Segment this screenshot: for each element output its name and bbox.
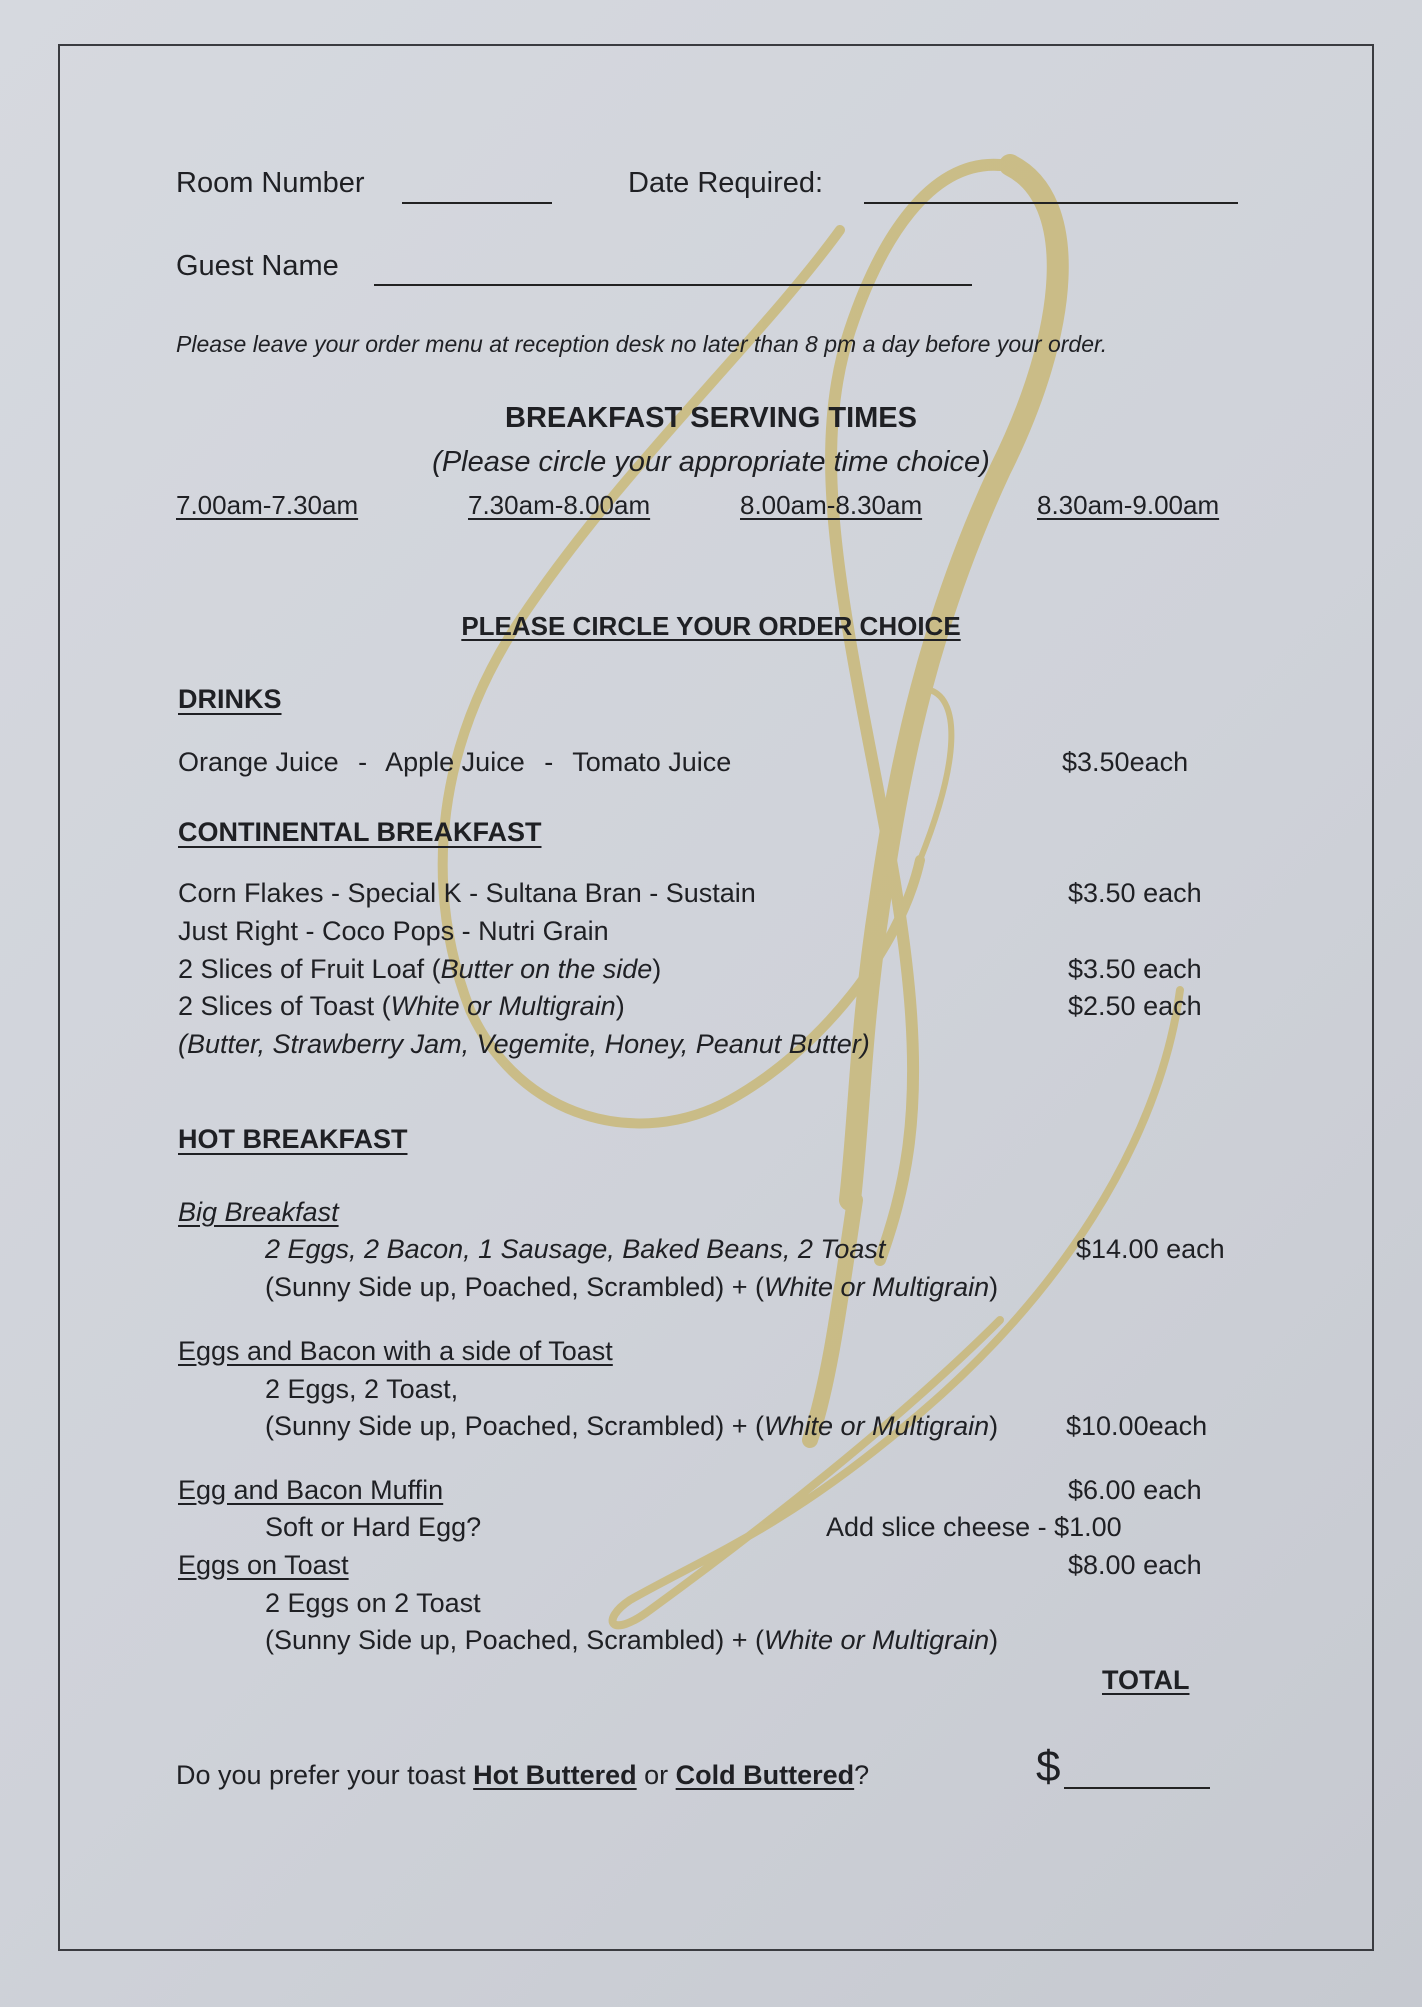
toast-close: ) [615,991,625,1021]
options-close: ) [989,1272,999,1302]
eggs-on-toast-title[interactable]: Eggs on Toast [178,1550,349,1580]
muffin-desc: Soft or Hard Egg? [265,1512,482,1542]
drinks-heading: DRINKS [178,684,282,714]
muffin-price: $6.00 each [1068,1475,1202,1505]
time-slot-1[interactable]: 7.00am-7.30am [176,490,359,520]
fruit-loaf-price: $3.50 each [1068,954,1202,984]
drink-tomato-juice[interactable]: Tomato Juice [572,747,732,777]
hot-breakfast-heading: HOT BREAKFAST [178,1124,408,1154]
order-notice: Please leave your order menu at reception desk no later than 8 pm a day before your order. [176,331,1108,357]
eggs-bacon-desc: 2 Eggs, 2 Toast, [265,1374,459,1404]
time-slot-3[interactable]: 8.00am-8.30am [740,490,923,520]
eggs-bacon-title[interactable]: Eggs and Bacon with a side of Toast [178,1336,613,1366]
options-close: ) [989,1625,999,1655]
guest-name-label: Guest Name [176,250,339,282]
toast-question-prefix: Do you prefer your toast [176,1760,474,1790]
fruit-loaf-note: Butter on the side [440,954,653,984]
options-close: ) [989,1411,999,1441]
fruit-loaf-item[interactable] [178,954,661,985]
cereal-price: $3.50 each [1068,878,1202,908]
toast-question-middle: or [636,1760,676,1790]
toast-text: 2 Slices of Toast ( [178,991,391,1021]
spreads-options[interactable]: (Butter, Strawberry Jam, Vegemite, Honey, Peanut Butter) [178,1029,870,1059]
currency-symbol: $ [1036,1742,1061,1791]
cereal-options[interactable]: Corn Flakes - Special K - Sultana Bran - Sustain [178,878,756,908]
eggs-on-toast-price: $8.00 each [1068,1550,1202,1580]
drinks-line [178,747,731,778]
eggs-on-toast-options[interactable] [265,1625,998,1656]
fruit-loaf-close: ) [652,954,662,984]
drinks-price: $3.50each [1062,747,1189,777]
order-choice-heading: PLEASE CIRCLE YOUR ORDER CHOICE [461,611,961,641]
drink-separator: - [358,747,368,777]
bread-options-text: White or Multigrain [764,1411,990,1441]
fruit-loaf-text: 2 Slices of Fruit Loaf ( [178,954,441,984]
muffin-title[interactable]: Egg and Bacon Muffin [178,1475,444,1505]
cheese-addon[interactable]: Add slice cheese - $1.00 [826,1512,1122,1542]
bread-options-text: White or Multigrain [764,1625,990,1655]
continental-heading: CONTINENTAL BREAKFAST [178,817,542,847]
toast-question-suffix: ? [854,1760,870,1790]
guest-name-field[interactable] [374,284,972,286]
cereal-options-2[interactable]: Just Right - Coco Pops - Nutri Grain [178,916,609,946]
big-breakfast-desc: 2 Eggs, 2 Bacon, 1 Sausage, Baked Beans, 2 Toast [265,1234,886,1264]
bread-options-text: White or Multigrain [764,1272,990,1302]
cooking-options-text: (Sunny Side up, Poached, Scrambled) + ( [265,1625,765,1655]
hot-buttered-option[interactable]: Hot Buttered [473,1760,637,1790]
room-number-field[interactable] [402,202,552,204]
cooking-options-text: (Sunny Side up, Poached, Scrambled) + ( [265,1411,765,1441]
cold-buttered-option[interactable]: Cold Buttered [675,1760,855,1790]
serving-times-title: BREAKFAST SERVING TIMES [505,402,917,434]
serving-times-subtitle: (Please circle your appropriate time choice) [432,446,990,478]
drink-orange-juice[interactable]: Orange Juice [178,747,339,777]
eggs-bacon-options[interactable] [265,1411,998,1442]
big-breakfast-price: $14.00 each [1076,1234,1225,1264]
total-amount-field[interactable] [1064,1787,1210,1789]
drink-separator: - [544,747,554,777]
toast-item[interactable] [178,991,625,1022]
toast-preference-question [176,1760,869,1791]
big-breakfast-options[interactable] [265,1272,998,1303]
drink-apple-juice[interactable]: Apple Juice [385,747,525,777]
eggs-bacon-price: $10.00each [1066,1411,1208,1441]
eggs-on-toast-desc: 2 Eggs on 2 Toast [265,1588,481,1618]
time-slot-2[interactable]: 7.30am-8.00am [468,490,651,520]
big-breakfast-title[interactable]: Big Breakfast [178,1197,339,1227]
toast-note: White or Multigrain [390,991,616,1021]
toast-price: $2.50 each [1068,991,1202,1021]
date-required-label: Date Required: [628,167,824,199]
cooking-options-text: (Sunny Side up, Poached, Scrambled) + ( [265,1272,765,1302]
time-slot-4[interactable]: 8.30am-9.00am [1037,490,1220,520]
total-label: TOTAL [1102,1665,1190,1695]
room-number-label: Room Number [176,167,365,199]
date-required-field[interactable] [864,202,1238,204]
